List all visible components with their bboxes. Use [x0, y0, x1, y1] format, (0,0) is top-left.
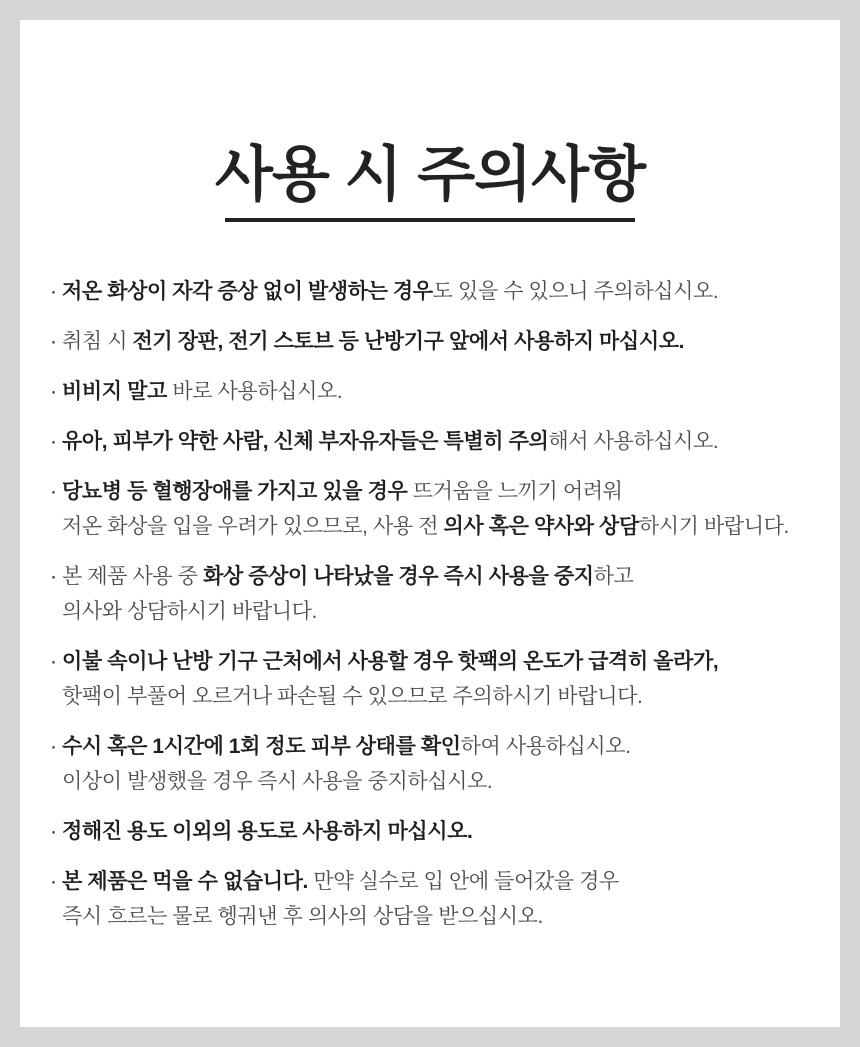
body-text: 즉시 흐르는 물로 헹궈낸 후 의사의 상담을 받으십시오. — [62, 905, 543, 928]
text-line — [62, 559, 812, 594]
text-line — [62, 424, 812, 459]
list-item — [50, 814, 812, 849]
precaution-list — [50, 274, 812, 934]
text-line — [62, 324, 812, 359]
emphasis-text: 이불 속이나 난방 기구 근처에서 사용할 경우 핫팩의 온도가 급격히 올라가, — [62, 650, 719, 673]
body-text: 취침 시 — [62, 330, 133, 353]
title-underline — [225, 218, 635, 222]
text-line — [62, 274, 812, 309]
body-text: 하고 — [593, 565, 634, 588]
text-line — [62, 594, 812, 629]
list-item — [50, 374, 812, 409]
notice-card — [20, 20, 840, 1027]
bullet-dot: · — [50, 735, 57, 758]
bullet-dot: · — [50, 380, 57, 403]
text-line — [62, 474, 812, 509]
text-line — [62, 814, 812, 849]
item-text — [62, 274, 812, 309]
bullet-dot: · — [50, 820, 57, 843]
page-title: 사용 시 주의사항 — [214, 141, 646, 208]
emphasis-text: 정해진 용도 이외의 용도로 사용하지 마십시오. — [62, 820, 473, 843]
bullet-dot: · — [50, 280, 57, 303]
body-text: 의사와 상담하시기 바랍니다. — [62, 600, 317, 623]
item-text — [62, 374, 812, 409]
bullet-dot: · — [50, 330, 57, 353]
item-text — [62, 814, 812, 849]
item-text — [62, 324, 812, 359]
list-item — [50, 729, 812, 799]
body-text: 하여 사용하십시오. — [460, 735, 631, 758]
body-text: 이상이 발생했을 경우 즉시 사용을 중지하십시오. — [62, 770, 493, 793]
emphasis-text: 화상 증상이 나타났을 경우 즉시 사용을 중지 — [203, 565, 594, 588]
body-text: 바로 사용하십시오. — [172, 380, 343, 403]
bullet-dot: · — [50, 480, 57, 503]
list-item — [50, 324, 812, 359]
bullet-dot: · — [50, 650, 57, 673]
text-line — [62, 679, 812, 714]
text-line — [62, 729, 812, 764]
body-text: 뜨거움을 느끼기 어려워 — [412, 480, 623, 503]
body-text: 하시기 바랍니다. — [638, 515, 789, 538]
item-text — [62, 474, 812, 544]
list-item — [50, 559, 812, 629]
bullet-dot: · — [50, 870, 57, 893]
emphasis-text: 전기 장판, 전기 스토브 등 난방기구 앞에서 사용하지 마십시오. — [132, 330, 685, 353]
text-line — [62, 864, 812, 899]
emphasis-text: 당뇨병 등 혈행장애를 가지고 있을 경우 — [62, 480, 413, 503]
emphasis-text: 저온 화상이 자각 증상 없이 발생하는 경우 — [62, 280, 433, 303]
emphasis-text: 의사 혹은 약사와 상담 — [443, 515, 639, 538]
title-section — [20, 20, 840, 222]
list-item — [50, 644, 812, 714]
item-text — [62, 864, 812, 934]
text-line — [62, 764, 812, 799]
body-text: 해서 사용하십시오. — [548, 430, 719, 453]
emphasis-text: 비비지 말고 — [62, 380, 173, 403]
body-text: 저온 화상을 입을 우려가 있으므로, 사용 전 — [62, 515, 444, 538]
body-text: 핫팩이 부풀어 오르거나 파손될 수 있으므로 주의하시기 바랍니다. — [62, 685, 643, 708]
body-text: 만약 실수로 입 안에 들어갔을 경우 — [307, 870, 619, 893]
emphasis-text: 수시 혹은 1시간에 1회 정도 피부 상태를 확인 — [62, 735, 461, 758]
list-item — [50, 864, 812, 934]
list-item — [50, 474, 812, 544]
body-text: 도 있을 수 있으니 주의하십시오. — [432, 280, 719, 303]
body-text: 본 제품 사용 중 — [62, 565, 204, 588]
text-line — [62, 899, 812, 934]
bullet-dot: · — [50, 430, 57, 453]
item-text — [62, 644, 812, 714]
item-text — [62, 559, 812, 629]
emphasis-text: 본 제품은 먹을 수 없습니다. — [62, 870, 308, 893]
item-text — [62, 729, 812, 799]
text-line — [62, 509, 812, 544]
text-line — [62, 374, 812, 409]
list-item — [50, 274, 812, 309]
list-item — [50, 424, 812, 459]
bullet-dot: · — [50, 565, 57, 588]
emphasis-text: 유아, 피부가 약한 사람, 신체 부자유자들은 특별히 주의 — [62, 430, 549, 453]
text-line — [62, 644, 812, 679]
item-text — [62, 424, 812, 459]
